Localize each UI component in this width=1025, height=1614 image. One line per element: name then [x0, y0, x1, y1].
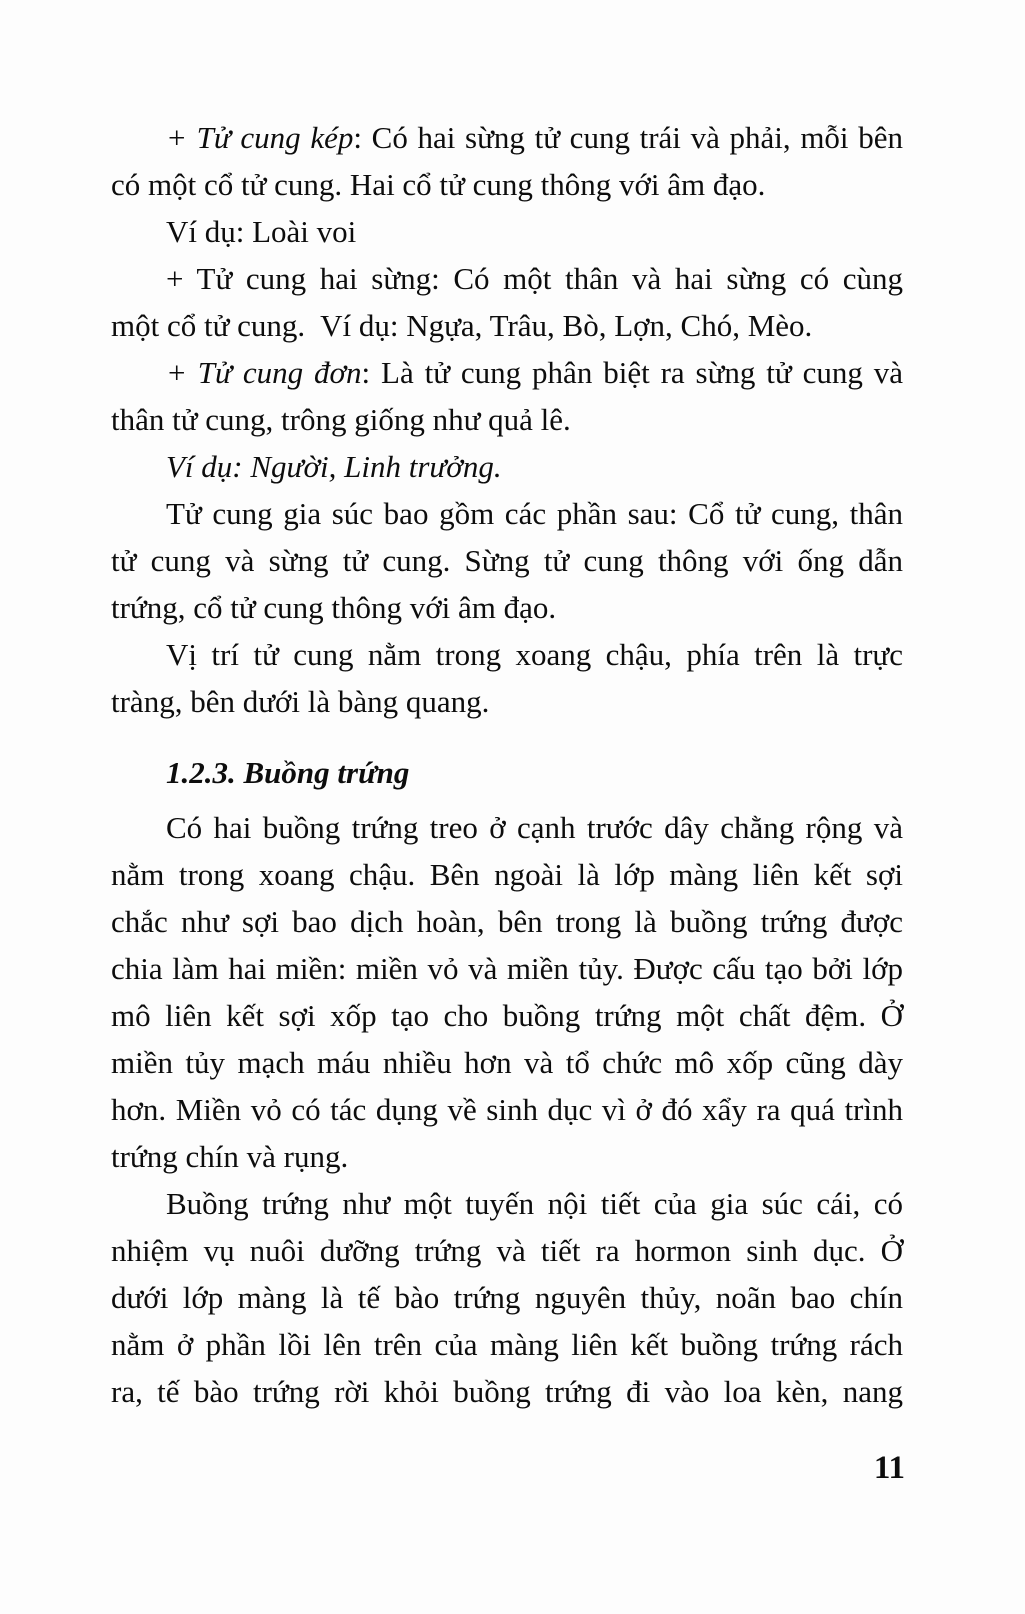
text-line — [111, 490, 903, 537]
text-line — [111, 443, 903, 490]
page-number: 11 — [873, 1450, 905, 1486]
text-line — [111, 349, 903, 396]
text-segment: Vị trí tử cung nằm trong xoang chậu, phía trên là trực — [166, 637, 903, 672]
text-line — [111, 1274, 903, 1321]
text-line — [111, 255, 903, 302]
text-segment: + Tử cung hai sừng: Có một thân và hai sừng có cùng — [166, 261, 903, 296]
text-line — [111, 898, 903, 945]
text-line — [111, 804, 903, 851]
text-segment: Ví dụ: Người, Linh trưởng. — [166, 449, 502, 484]
text-line — [111, 584, 903, 631]
text-segment: một cổ tử cung. Ví dụ: Ngựa, Trâu, Bò, Lợn, Chó, Mèo. — [111, 308, 813, 343]
text-line — [111, 1227, 903, 1274]
page-text-block — [111, 114, 903, 1415]
text-line — [111, 1180, 903, 1227]
text-segment: hơn. Miền vỏ có tác dụng về sinh dục vì ở đó xẩy ra quá trình — [111, 1092, 903, 1127]
text-line — [111, 396, 903, 443]
text-segment: tử cung và sừng tử cung. Sừng tử cung thông với ống dẫn — [111, 543, 903, 578]
text-segment: Có hai buồng trứng treo ở cạnh trước dây chằng rộng và — [166, 810, 903, 845]
text-segment: dưới lớp màng là tế bào trứng nguyên thủy, noãn bao chín — [111, 1280, 903, 1315]
text-segment: nằm trong xoang chậu. Bên ngoài là lớp màng liên kết sợi — [111, 857, 903, 892]
text-segment: : Là tử cung phân biệt ra sừng tử cung và — [361, 355, 903, 390]
text-segment: trứng chín và rụng. — [111, 1139, 349, 1174]
text-segment: Ví dụ: Loài voi — [166, 214, 357, 249]
text-segment: tràng, bên dưới là bàng quang. — [111, 684, 490, 719]
text-line — [111, 208, 903, 255]
text-line — [111, 1368, 903, 1415]
text-line — [111, 992, 903, 1039]
text-segment: nằm ở phần lồi lên trên của màng liên kết buồng trứng rách — [111, 1327, 903, 1362]
text-segment: chắc như sợi bao dịch hoàn, bên trong là buồng trứng được — [111, 904, 903, 939]
text-segment: : Có hai sừng tử cung trái và phải, mỗi bên — [353, 120, 903, 155]
text-segment: nhiệm vụ nuôi dưỡng trứng và tiết ra hormon sinh dục. Ở — [111, 1233, 903, 1268]
text-segment: + Tử cung đơn — [166, 355, 362, 390]
text-segment: mô liên kết sợi xốp tạo cho buồng trứng một chất đệm. Ở — [111, 998, 903, 1033]
text-segment: + Tử cung kép — [166, 120, 354, 155]
text-segment: thân tử cung, trông giống như quả lê. — [111, 402, 571, 437]
text-line — [111, 678, 903, 725]
section-heading — [111, 749, 903, 796]
text-line — [111, 945, 903, 992]
text-line — [111, 1133, 903, 1180]
text-line — [111, 161, 903, 208]
text-line — [111, 851, 903, 898]
text-line — [111, 1321, 903, 1368]
text-line — [111, 631, 903, 678]
text-line — [111, 1086, 903, 1133]
text-segment: miền tủy mạch máu nhiều hơn và tổ chức mô xốp cũng dày — [111, 1045, 903, 1080]
text-line — [111, 537, 903, 584]
text-segment: có một cổ tử cung. Hai cổ tử cung thông với âm đạo. — [111, 167, 766, 202]
text-segment: 1.2.3. Buồng trứng — [166, 755, 410, 790]
text-segment: ra, tế bào trứng rời khỏi buồng trứng đi vào loa kèn, nang — [111, 1374, 903, 1409]
text-segment: trứng, cổ tử cung thông với âm đạo. — [111, 590, 557, 625]
text-segment: Tử cung gia súc bao gồm các phần sau: Cổ tử cung, thân — [166, 496, 903, 531]
text-line — [111, 114, 903, 161]
text-segment: chia làm hai miền: miền vỏ và miền tủy. Được cấu tạo bởi lớp — [111, 951, 903, 986]
text-line — [111, 1039, 903, 1086]
text-line — [111, 302, 903, 349]
text-segment: Buồng trứng như một tuyến nội tiết của gia súc cái, có — [166, 1186, 903, 1221]
